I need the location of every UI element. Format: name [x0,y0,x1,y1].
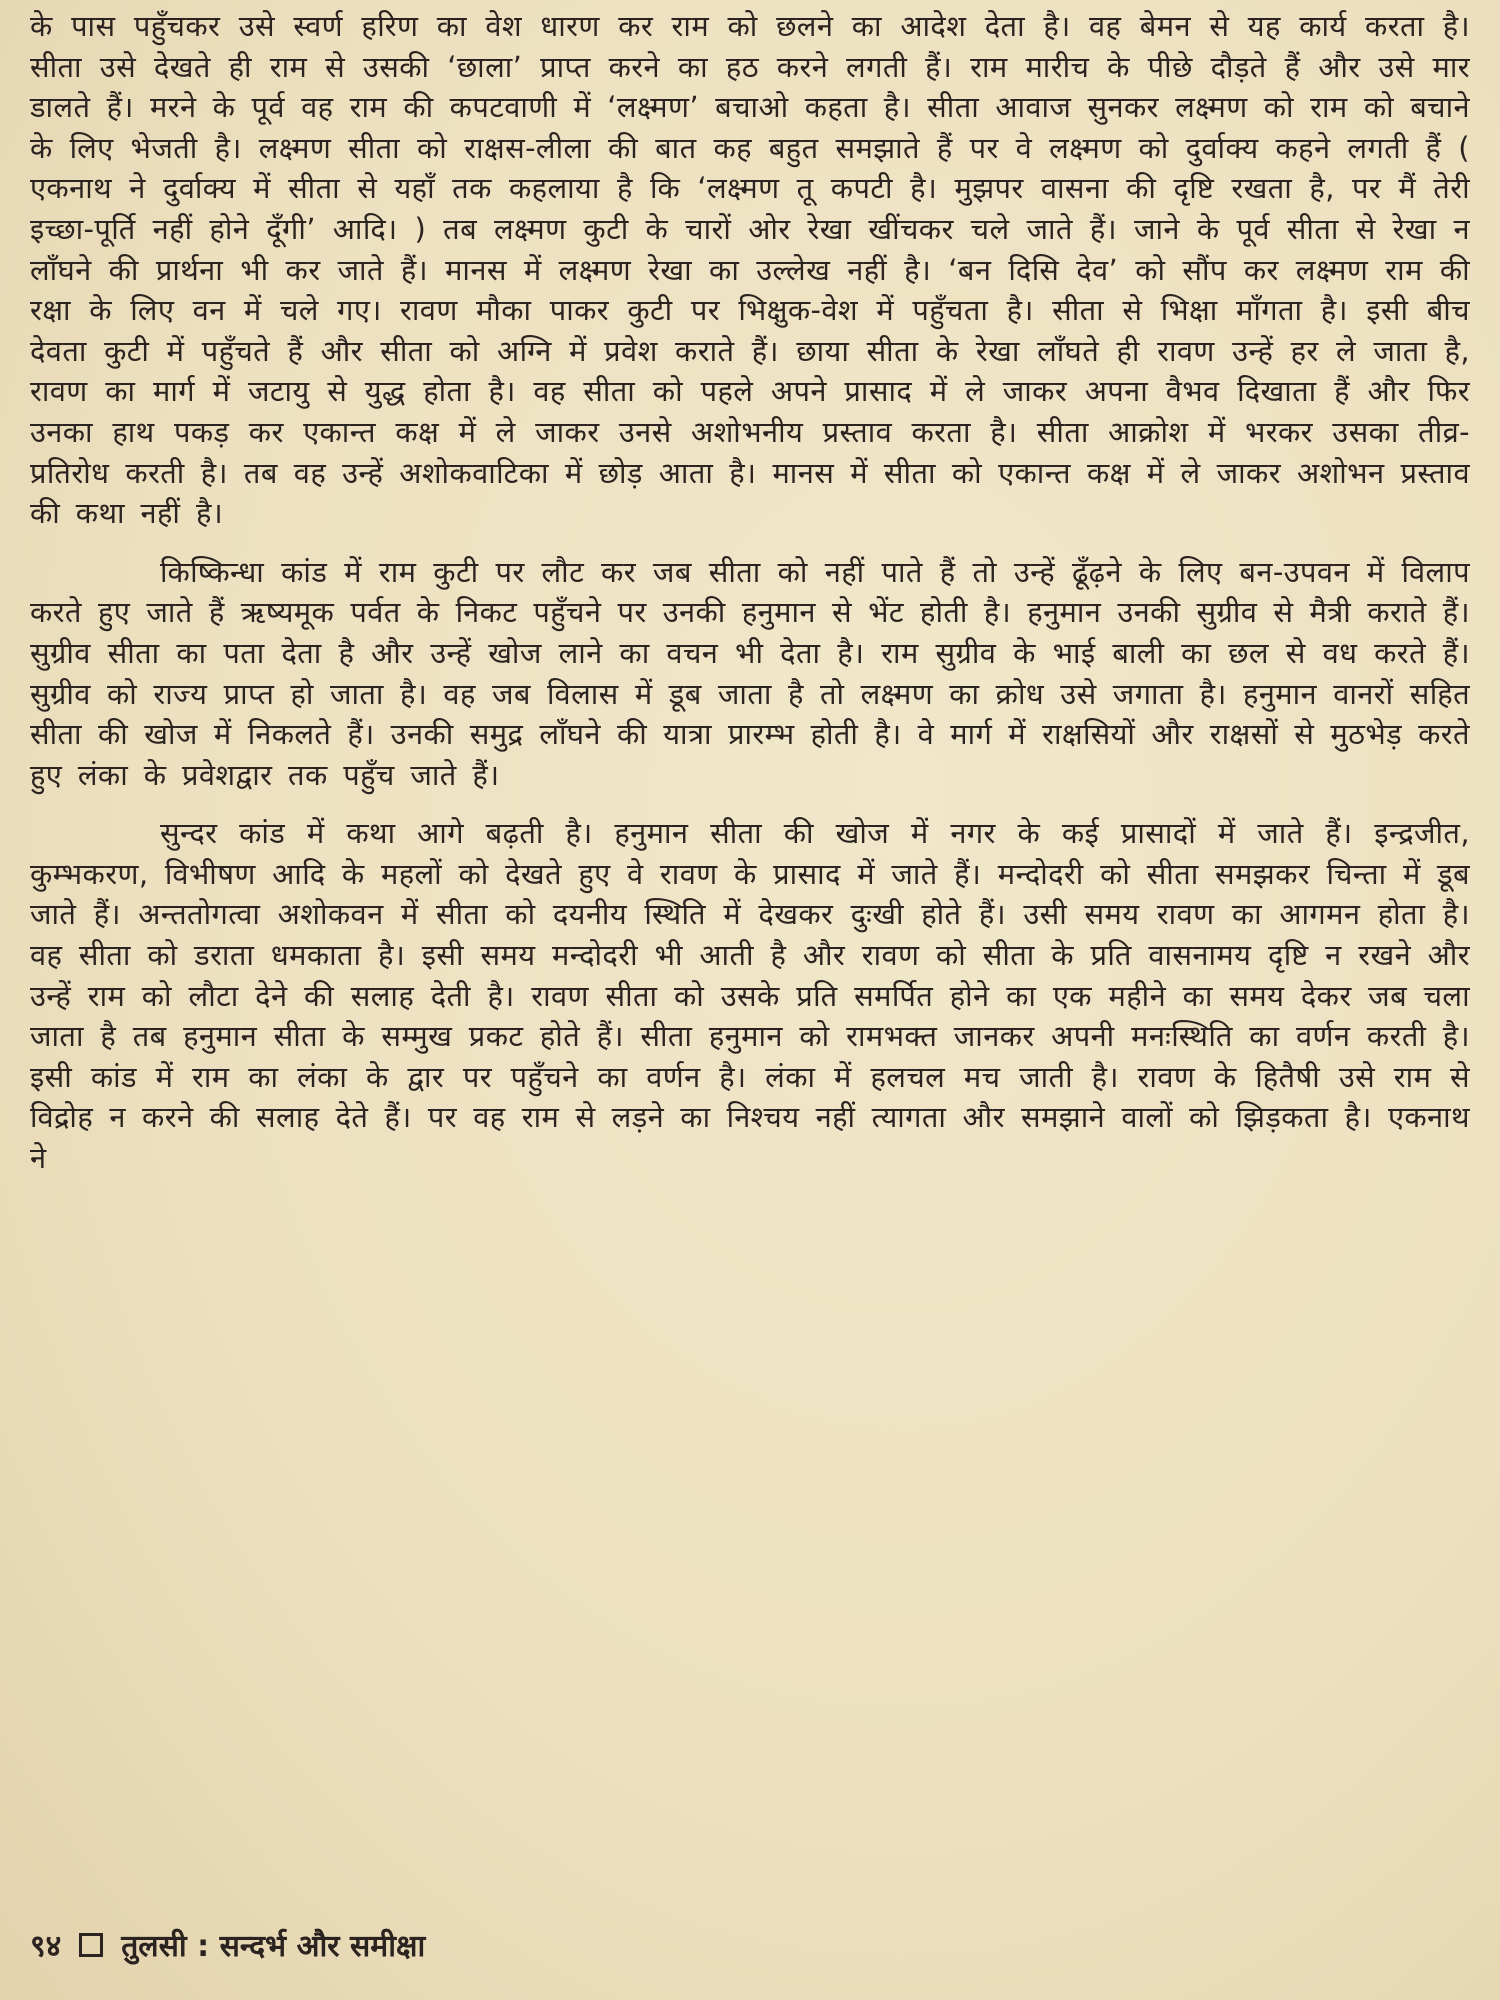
page-footer [30,1924,425,1965]
body-text [30,6,1470,1179]
paragraph-2: किष्किन्धा कांड में राम कुटी पर लौट कर जब सीता को नहीं पाते हैं तो उन्हें ढूँढ़ने के लिए बन-उपवन में विलाप करते हुए जाते हैं ऋष्यमूक पर्वत के निकट पहुँचने पर उनकी हनुमान से भेंट होती है। हनुमान उनकी सुग्रीव से मैत्री कराते हैं। सुग्रीव सीता का पता देता है और उन्हें खोज लाने का वचन भी देता है। राम सुग्रीव के भाई बाली का छल से वध करते हैं। सुग्रीव को राज्य प्राप्त हो जाता है। वह जब विलास में डूब जाता है तो लक्ष्मण का क्रोध उसे जगाता है। हनुमान वानरों सहित सीता की खोज में निकलते हैं। उनकी समुद्र लाँघने की यात्रा प्रारम्भ होती है। वे मार्ग में राक्षसियों और राक्षसों से मुठभेड़ करते हुए लंका के प्रवेशद्वार तक पहुँच जाते हैं। [30,554,1470,792]
book-title: तुलसी : सन्दर्भ और समीक्षा [121,1929,426,1964]
paragraph-3: सुन्दर कांड में कथा आगे बढ़ती है। हनुमान सीता की खोज में नगर के कई प्रासादों में जाते हैं। इन्द्रजीत, कुम्भकरण, विभीषण आदि के महलों को देखते हुए वे रावण के प्रासाद में जाते हैं। मन्दोदरी को सीता समझकर चिन्ता में डूब जाते हैं। अन्ततोगत्वा अशोकवन में सीता को दयनीय स्थिति में देखकर दुःखी होते हैं। उसी समय रावण का आगमन होता है। वह सीता को डराता धमकाता है। इसी समय मन्दोदरी भी आती है और रावण को सीता के प्रति वासनामय दृष्टि न रखने और उन्हें राम को लौटा देने की सलाह देती है। रावण सीता को उसके प्रति समर्पित होने का एक महीने का समय देकर जब चला जाता है तब हनुमान सीता के सम्मुख प्रकट होते हैं। सीता हनुमान को रामभक्त जानकर अपनी मनःस्थिति का वर्णन करती है। इसी कांड में राम का लंका के द्वार पर पहुँचने का वर्णन है। लंका में हलचल मच जाती है। रावण के हितैषी उसे राम से विद्रोह न करने की सलाह देते हैं। पर वह राम से लड़ने का निश्चय नहीं त्यागता और समझाने वालों को झिड़कता है। एकनाथ ने [30,816,1470,1176]
page-number: ९४ [30,1929,62,1964]
square-box-icon [79,1933,103,1957]
paragraph-1: के पास पहुँचकर उसे स्वर्ण हरिण का वेश धारण कर राम को छलने का आदेश देता है। वह बेमन से यह कार्य करता है। सीता उसे देखते ही राम से उसकी ‘छाला’ प्राप्त करने का हठ करने लगती हैं। राम मारीच के पीछे दौड़ते हैं और उसे मार डालते हैं। मरने के पूर्व वह राम की कपटवाणी में ‘लक्ष्मण’ बचाओ कहता है। सीता आवाज सुनकर लक्ष्मण को राम को बचाने के लिए भेजती है। लक्ष्मण सीता को राक्षस-लीला की बात कह बहुत समझाते हैं पर वे लक्ष्मण को दुर्वाक्य कहने लगती हैं ( एकनाथ ने दुर्वाक्य में सीता से यहाँ तक कहलाया है कि ‘लक्ष्मण तू कपटी है। मुझपर वासना की दृष्टि रखता है, पर मैं तेरी इच्छा-पूर्ति नहीं होने दूँगी’ आदि। ) तब लक्ष्मण कुटी के चारों ओर रेखा खींचकर चले जाते हैं। जाने के पूर्व सीता से रेखा न लाँघने की प्रार्थना भी कर जाते हैं। मानस में लक्ष्मण रेखा का उल्लेख नहीं है। ‘बन दिसि देव’ को सौंप कर लक्ष्मण राम की रक्षा के लिए वन में चले गए। रावण मौका पाकर कुटी पर भिक्षुक-वेश में पहुँचता है। सीता से भिक्षा माँगता है। इसी बीच देवता कुटी में पहुँचते हैं और सीता को अग्नि में प्रवेश कराते हैं। छाया सीता के रेखा लाँघते ही रावण उन्हें हर ले जाता है, रावण का मार्ग में जटायु से युद्ध होता है। वह सीता को पहले अपने प्रासाद में ले जाकर अपना वैभव दिखाता हैं और फिर उनका हाथ पकड़ कर एकान्त कक्ष में ले जाकर उनसे अशोभनीय प्रस्ताव करता है। सीता आक्रोश में भरकर उसका तीव्र-प्रतिरोध करती है। तब वह उन्हें अशोकवाटिका में छोड़ आता है। मानस में सीता को एकान्त कक्ष में ले जाकर अशोभन प्रस्ताव की कथा नहीं है। [30,9,1470,531]
